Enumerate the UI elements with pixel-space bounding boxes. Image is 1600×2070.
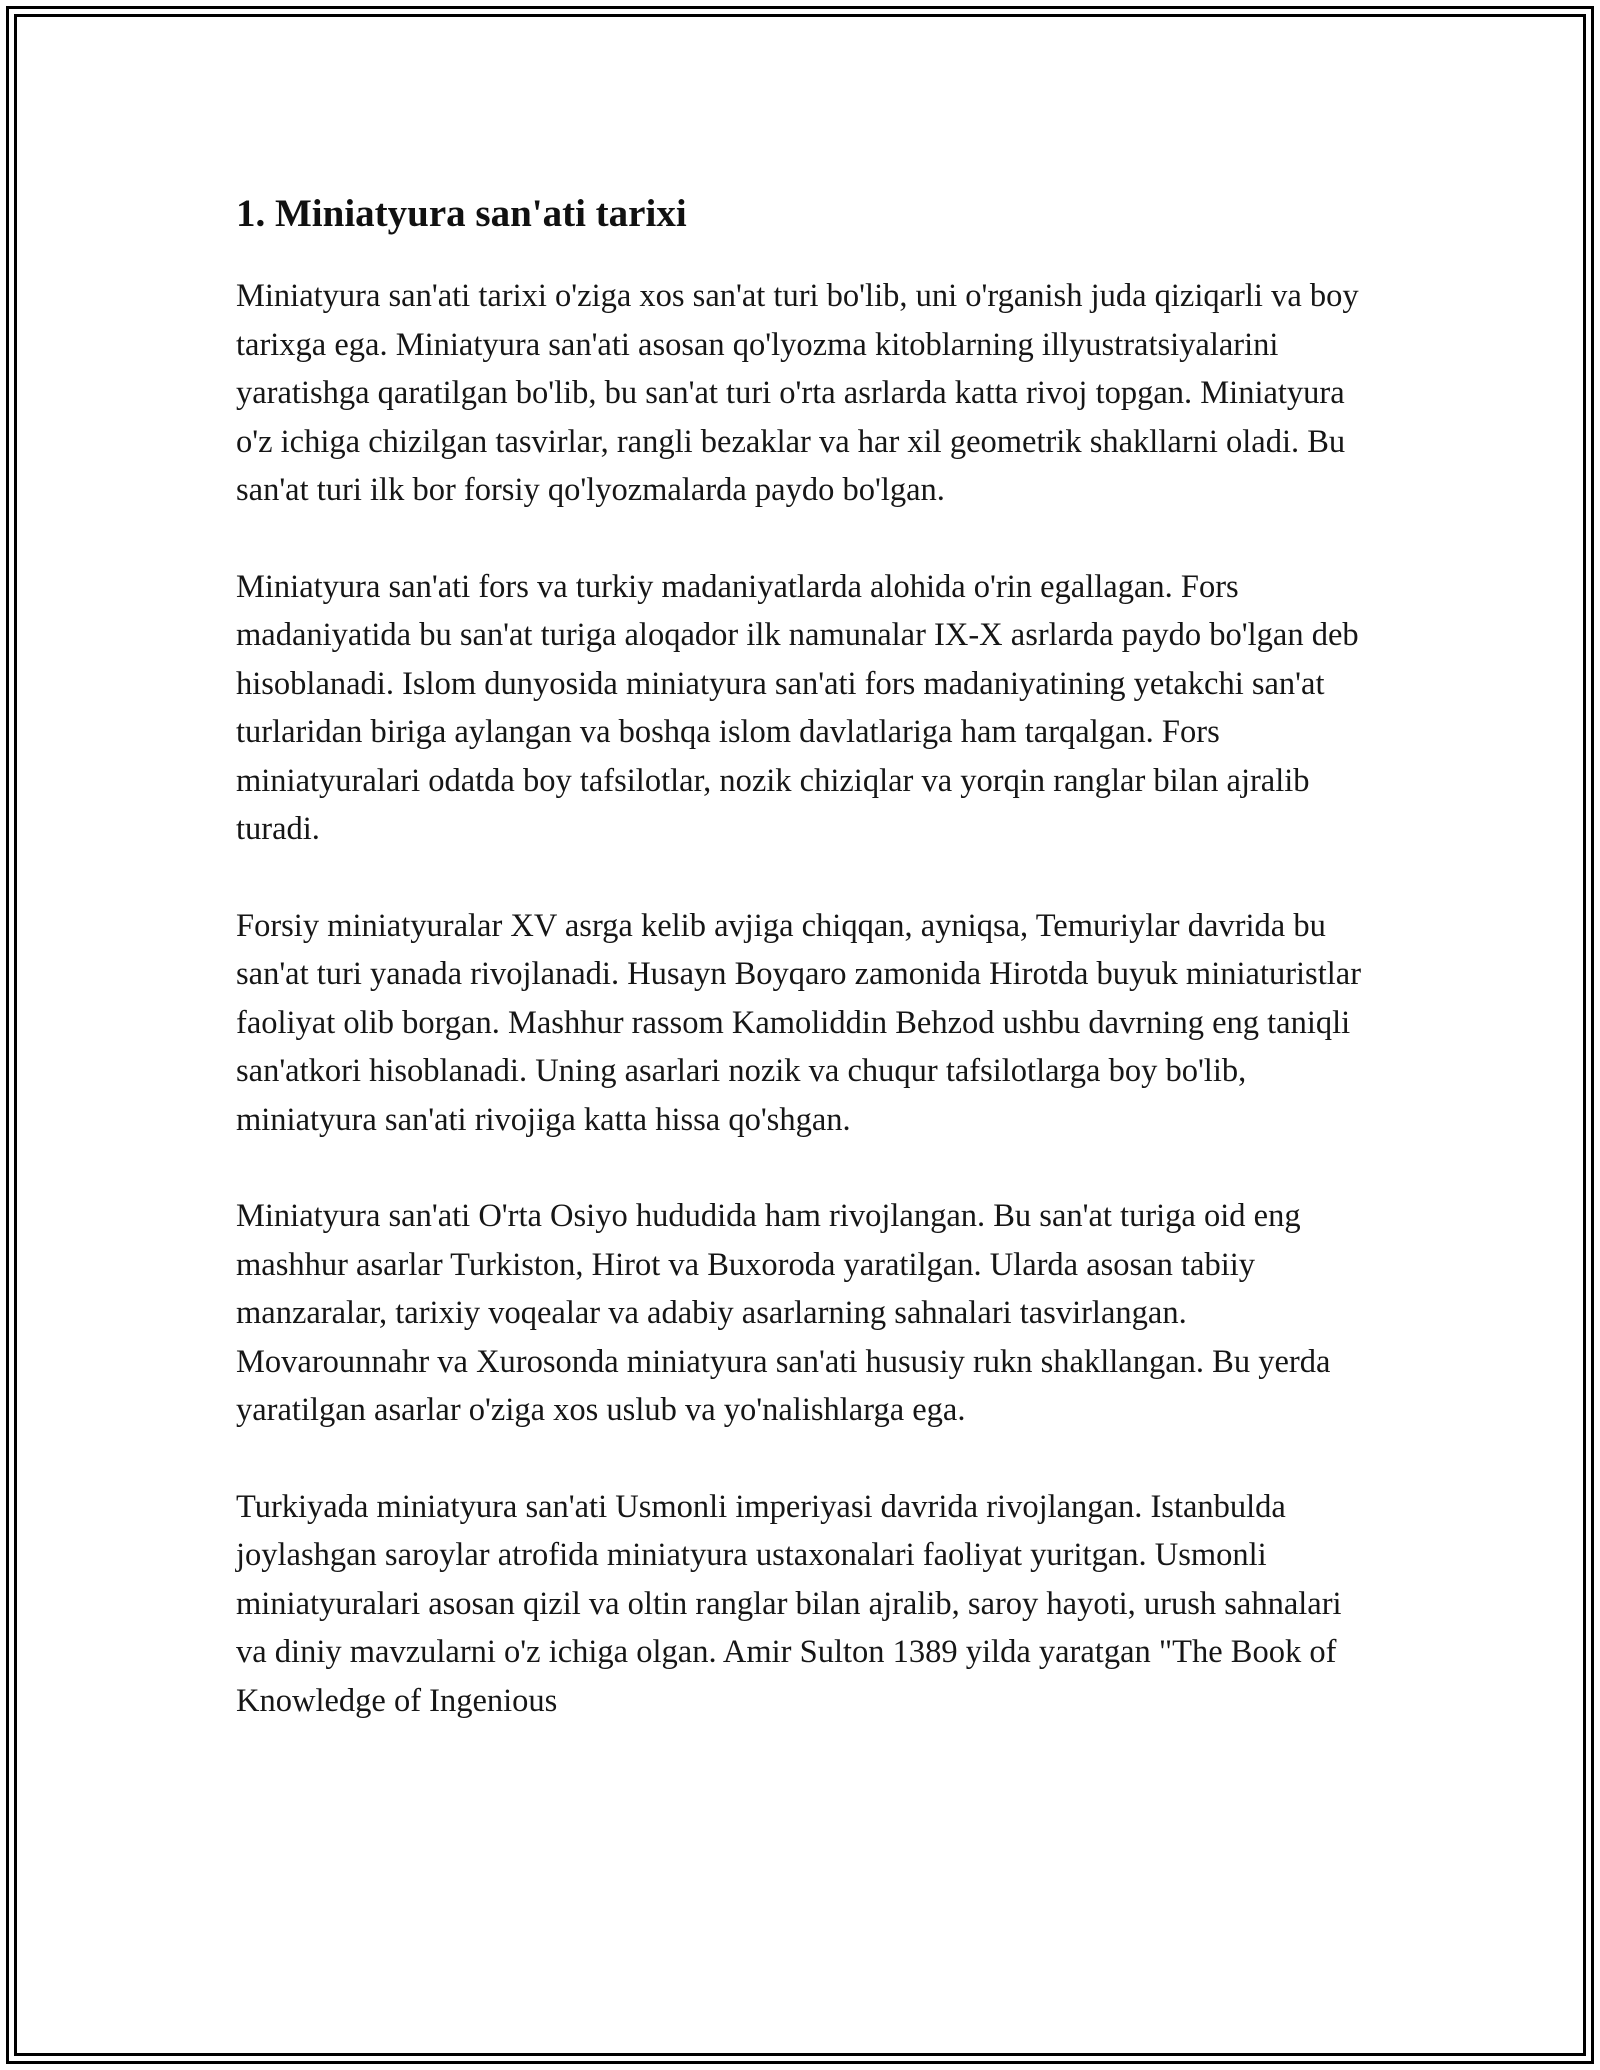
paragraph-4: Miniatyura san'ati O'rta Osiyo hududida ham rivojlangan. Bu san'at turiga oid eng mashhur asarlar Turkiston, Hirot va Buxoroda yaratilgan. Ularda asosan tabiiy manzaralar, tarixiy voqealar va adabiy asarlarning sahnalari tasvirlangan. Movarounnahr va Xurosonda miniatyura san'ati hususiy rukn shakllangan. Bu yerda yaratilgan asarlar o'ziga xos uslub va yo'nalishlarga ega. <box>236 1198 1331 1428</box>
paragraph-1: Miniatyura san'ati tarixi o'ziga xos san'at turi bo'lib, uni o'rganish juda qiziqarli va boy tarixga ega. Miniatyura san'ati asosan qo'lyozma kitoblarning illyustratsiyalarini yaratishga qaratilgan bo'lib, bu san'at turi o'rta asrlarda katta rivoj topgan. Miniatyura o'z ichiga chizilgan tasvirlar, rangli bezaklar va har xil geometrik shakllarni oladi. Bu san'at turi ilk bor forsiy qo'lyozmalarda paydo bo'lgan. <box>236 278 1359 508</box>
paragraph-3: Forsiy miniatyuralar XV asrga kelib avjiga chiqqan, ayniqsa, Temuriylar davrida bu san'at turi yanada rivojlanadi. Husayn Boyqaro zamonida Hirotda buyuk miniaturistlar faoliyat olib borgan. Mashhur rassom Kamoliddin Behzod ushbu davrning eng taniqli san'atkori hisoblanadi. Uning asarlari nozik va chuqur tafsilotlarga boy bo'lib, miniatyura san'ati rivojiga katta hissa qo'shgan. <box>236 907 1362 1138</box>
paragraph-5: Turkiyada miniatyura san'ati Usmonli imperiyasi davrida rivojlangan. Istanbulda joylashgan saroylar atrofida miniatyura ustaxonalari faoliyat yuritgan. Usmonli miniatyuralari asosan qizil va oltin ranglar bilan ajralib, saroy hayoti, urush sahnalari va diniy mavzularni o'z ichiga olgan. Amir Sulton 1389 yilda yaratgan "The Book of Knowledge of Ingenious <box>236 1488 1342 1719</box>
paragraph-2: Miniatyura san'ati fors va turkiy madaniyatlarda alohida o'rin egallagan. Fors madaniyatida bu san'at turiga aloqador ilk namunalar IX-X asrlarda paydo bo'lgan deb hisoblanadi. Islom dunyosida miniatyura san'ati fors madaniyatining yetakchi san'at turlaridan biriga aylangan va boshqa islom davlatlariga ham tarqalgan. Fors miniatyuralari odatda boy tafsilotlar, nozik chiziqlar va yorqin ranglar bilan ajralib turadi. <box>236 568 1359 847</box>
document-page <box>236 186 1372 1773</box>
section-heading: 1. Miniatyura san'ati tarixi <box>236 192 687 235</box>
